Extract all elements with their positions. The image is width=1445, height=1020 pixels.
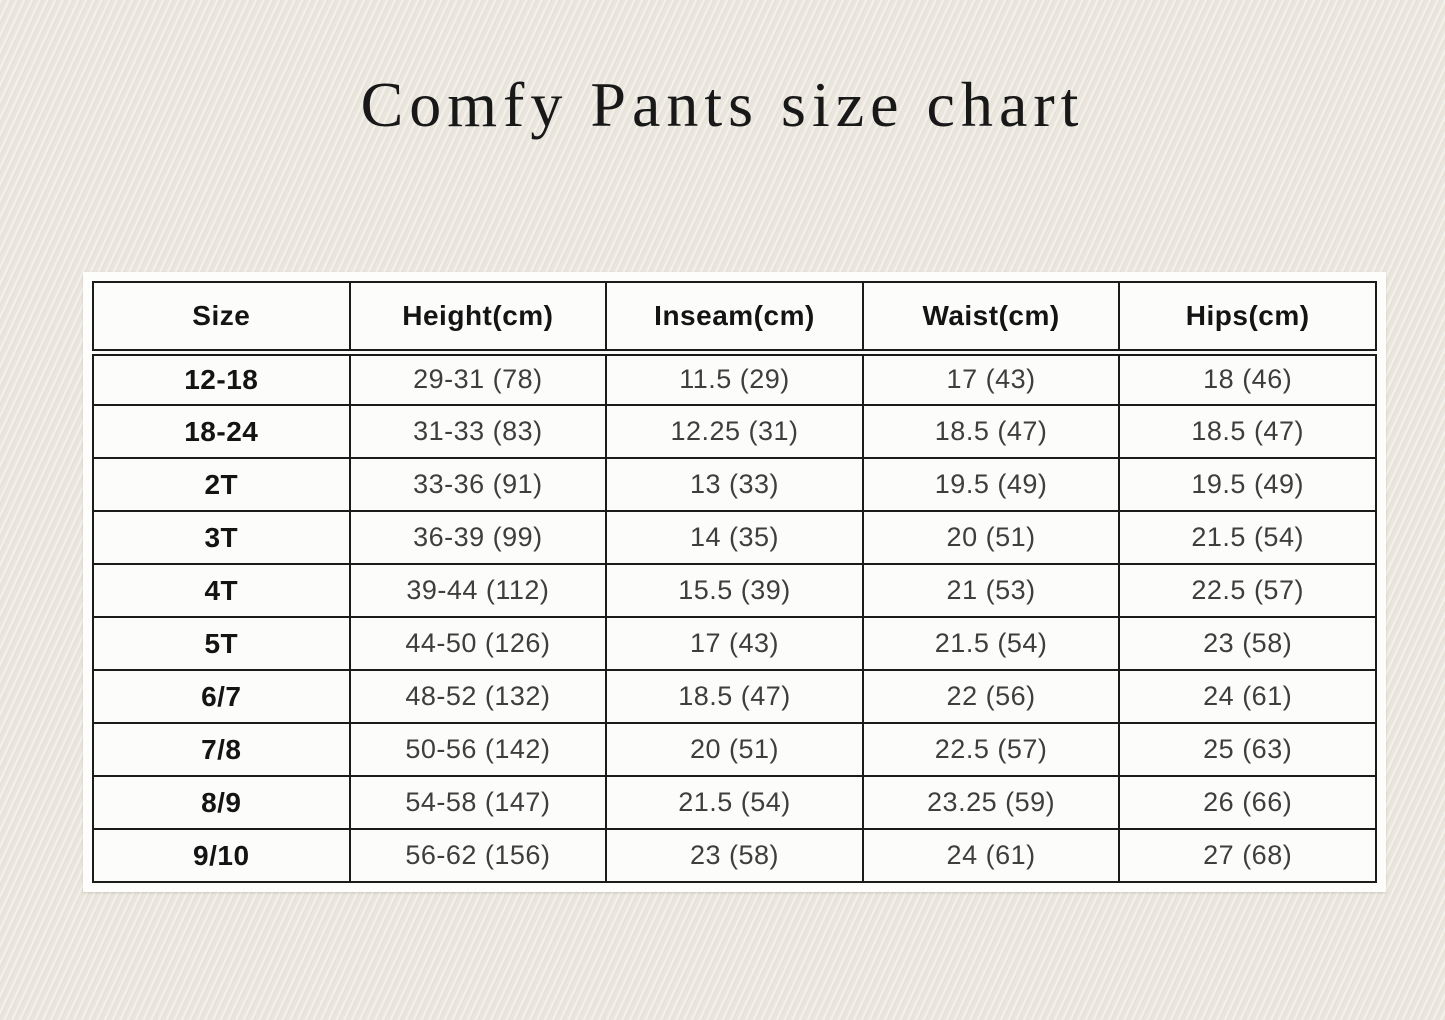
header-row (93, 282, 1376, 352)
cell-inseam: 21.5 (54) (606, 776, 863, 829)
cell-inseam: 12.25 (31) (606, 405, 863, 458)
cell-hips: 26 (66) (1119, 776, 1376, 829)
cell-height: 56-62 (156) (350, 829, 607, 882)
cell-size: 9/10 (93, 829, 350, 882)
table-row (93, 617, 1376, 670)
cell-height: 44-50 (126) (350, 617, 607, 670)
cell-waist: 23.25 (59) (863, 776, 1120, 829)
cell-waist: 20 (51) (863, 511, 1120, 564)
column-header-height: Height(cm) (350, 282, 607, 352)
cell-height: 54-58 (147) (350, 776, 607, 829)
cell-hips: 19.5 (49) (1119, 458, 1376, 511)
cell-size: 2T (93, 458, 350, 511)
cell-size: 5T (93, 617, 350, 670)
table-row (93, 829, 1376, 882)
table-row (93, 405, 1376, 458)
cell-size: 3T (93, 511, 350, 564)
cell-height: 48-52 (132) (350, 670, 607, 723)
table-row (93, 723, 1376, 776)
cell-hips: 27 (68) (1119, 829, 1376, 882)
cell-inseam: 14 (35) (606, 511, 863, 564)
cell-size: 4T (93, 564, 350, 617)
cell-inseam: 20 (51) (606, 723, 863, 776)
cell-waist: 19.5 (49) (863, 458, 1120, 511)
size-chart-card (83, 272, 1386, 892)
cell-hips: 24 (61) (1119, 670, 1376, 723)
cell-hips: 23 (58) (1119, 617, 1376, 670)
cell-hips: 25 (63) (1119, 723, 1376, 776)
column-header-waist: Waist(cm) (863, 282, 1120, 352)
cell-inseam: 17 (43) (606, 617, 863, 670)
cell-height: 36-39 (99) (350, 511, 607, 564)
cell-height: 31-33 (83) (350, 405, 607, 458)
cell-hips: 22.5 (57) (1119, 564, 1376, 617)
table-row (93, 511, 1376, 564)
table-row (93, 564, 1376, 617)
cell-waist: 21.5 (54) (863, 617, 1120, 670)
cell-waist: 17 (43) (863, 352, 1120, 405)
column-header-size: Size (93, 282, 350, 352)
cell-hips: 21.5 (54) (1119, 511, 1376, 564)
size-chart-table (92, 281, 1377, 883)
cell-waist: 24 (61) (863, 829, 1120, 882)
cell-size: 8/9 (93, 776, 350, 829)
cell-inseam: 15.5 (39) (606, 564, 863, 617)
table-row (93, 776, 1376, 829)
cell-inseam: 18.5 (47) (606, 670, 863, 723)
cell-waist: 22 (56) (863, 670, 1120, 723)
cell-hips: 18.5 (47) (1119, 405, 1376, 458)
table-row (93, 352, 1376, 405)
cell-height: 50-56 (142) (350, 723, 607, 776)
cell-height: 39-44 (112) (350, 564, 607, 617)
table-row (93, 458, 1376, 511)
cell-height: 29-31 (78) (350, 352, 607, 405)
table-row (93, 670, 1376, 723)
cell-height: 33-36 (91) (350, 458, 607, 511)
cell-size: 12-18 (93, 352, 350, 405)
column-header-hips: Hips(cm) (1119, 282, 1376, 352)
cell-waist: 21 (53) (863, 564, 1120, 617)
cell-inseam: 11.5 (29) (606, 352, 863, 405)
cell-hips: 18 (46) (1119, 352, 1376, 405)
cell-size: 7/8 (93, 723, 350, 776)
cell-inseam: 13 (33) (606, 458, 863, 511)
cell-size: 18-24 (93, 405, 350, 458)
cell-size: 6/7 (93, 670, 350, 723)
cell-waist: 22.5 (57) (863, 723, 1120, 776)
column-header-inseam: Inseam(cm) (606, 282, 863, 352)
cell-inseam: 23 (58) (606, 829, 863, 882)
cell-waist: 18.5 (47) (863, 405, 1120, 458)
page-title: Comfy Pants size chart (360, 69, 1085, 140)
